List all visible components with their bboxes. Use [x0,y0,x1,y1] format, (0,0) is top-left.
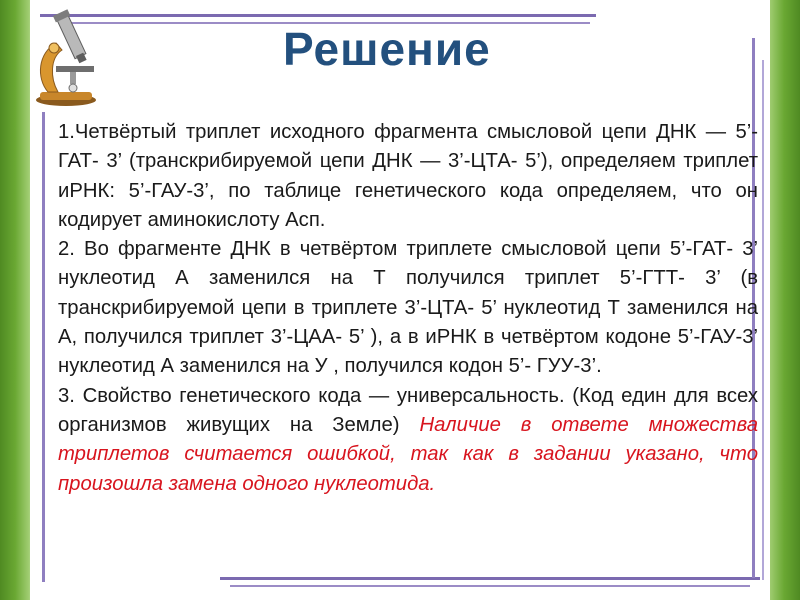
top-divider-line [40,14,596,17]
bottom-divider-line [220,577,760,580]
solution-step-3-text: 3. Свойство генетического кода — универсальность. (Код един для всех организмов живущих на Земле) [58,384,758,436]
microscope-icon [26,8,106,108]
solution-note: Наличие в ответе множества триплетов считается ошибкой, так как в задании указано, что произошла замена одного нуклеотида. [58,413,758,495]
solution-step-2: 2. Во фрагменте ДНК в четвёртом триплете смысловой цепи 5’-ГАТ- 3’ нуклеотид А заменился на Т получился триплет 5’-ГТТ- 3’ (в транскрибируемой цепи в триплете 3’-ЦТА- 5’ нуклеотид Т заменился на А, получился триплет 3’-ЦАА- 5’ ), а в иРНК в четвёртом кодоне 5’-ГАУ-3’ нуклеотид А заменился на У , получился кодон 5’- ГУУ-3’. [58,238,758,378]
left-vertical-line [42,112,45,582]
solution-text [58,118,758,499]
right-vertical-line-secondary [762,60,764,580]
bottom-divider-line-secondary [230,585,750,587]
solution-step-3 [58,382,758,499]
solution-step-1: 1.Четвёртый триплет исходного фрагмента смысловой цепи ДНК — 5’-ГАТ- 3’ (транскрибируемой цепи ДНК — 3’-ЦТА- 5’), определяем триплет иРНК: 5’-ГАУ-3’, по таблице генетического кода определяем, что он кодирует аминокислоту Асп. [58,121,758,231]
slide-title: Решение [283,23,491,75]
